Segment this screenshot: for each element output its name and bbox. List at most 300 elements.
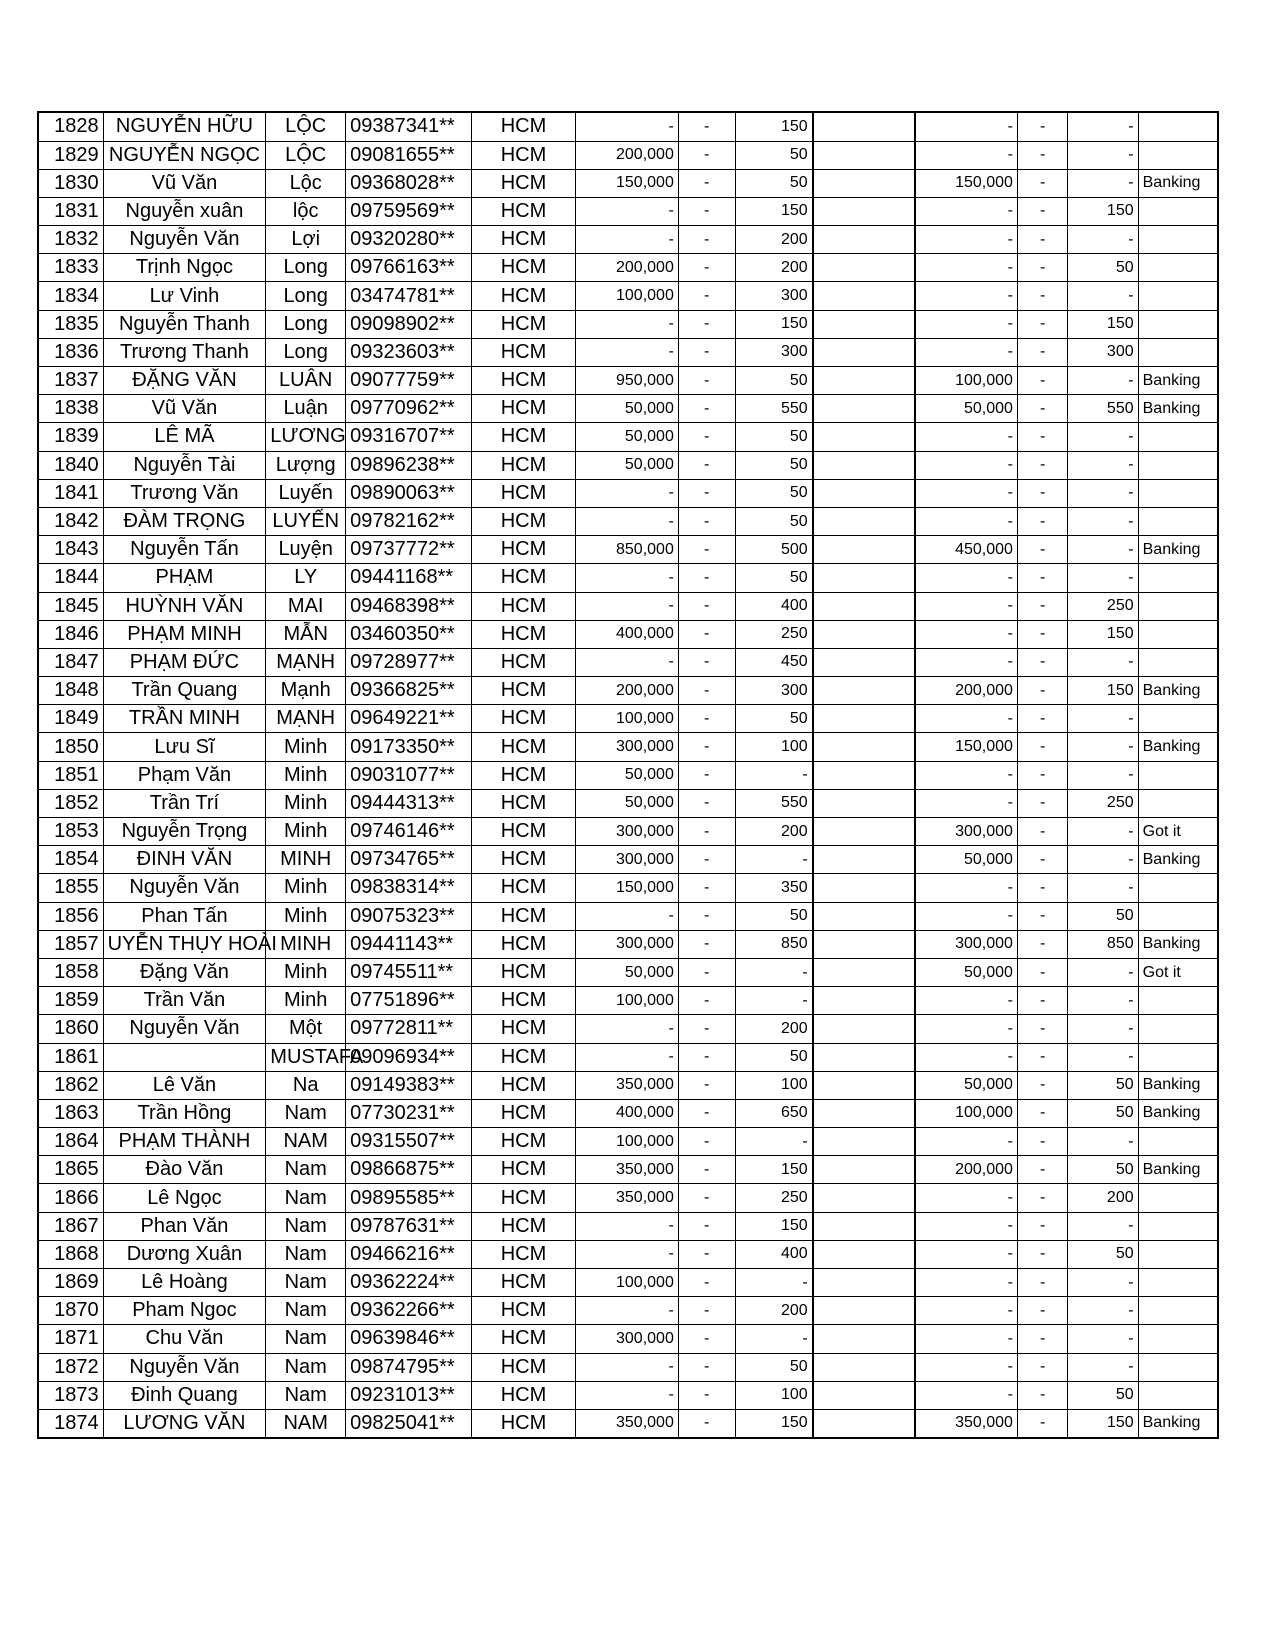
empty-col-cell [813, 1099, 915, 1127]
table-row [38, 536, 1218, 564]
table-row [38, 818, 1218, 846]
value-1-cell: 200 [735, 1297, 813, 1325]
value-2-cell: - [1068, 874, 1138, 902]
amount-1-cell: 850,000 [575, 536, 678, 564]
value-2-cell: - [1068, 451, 1138, 479]
empty-col-cell [813, 620, 915, 648]
city-cell: HCM [472, 141, 576, 169]
value-2-cell: 50 [1068, 254, 1138, 282]
amount-2-cell: - [915, 1015, 1018, 1043]
row-number-cell: 1850 [38, 733, 103, 761]
dash-2-cell: - [1017, 874, 1067, 902]
last-name-cell: NAM [266, 1409, 346, 1437]
last-name-cell: Minh [266, 902, 346, 930]
value-2-cell: - [1068, 536, 1138, 564]
note-cell [1138, 648, 1218, 676]
table-row [38, 197, 1218, 225]
value-1-cell: 300 [735, 338, 813, 366]
dash-1-cell: - [678, 1240, 735, 1268]
empty-col-cell [813, 930, 915, 958]
first-name-cell: ĐẶNG VĂN [103, 367, 266, 395]
last-name-cell: MINH [266, 930, 346, 958]
last-name-cell: NAM [266, 1128, 346, 1156]
empty-col-cell [813, 1409, 915, 1437]
table-row [38, 254, 1218, 282]
empty-col-cell [813, 1043, 915, 1071]
empty-col-cell [813, 536, 915, 564]
city-cell: HCM [472, 395, 576, 423]
amount-2-cell: - [915, 789, 1018, 817]
dash-1-cell: - [678, 282, 735, 310]
value-1-cell: 50 [735, 507, 813, 535]
row-number-cell: 1843 [38, 536, 103, 564]
value-1-cell: 50 [735, 169, 813, 197]
last-name-cell: Long [266, 254, 346, 282]
amount-1-cell: 150,000 [575, 169, 678, 197]
table-row [38, 395, 1218, 423]
phone-cell: 09323603** [346, 338, 472, 366]
last-name-cell: LỘC [266, 112, 346, 141]
value-2-cell: - [1068, 987, 1138, 1015]
note-cell: Banking [1138, 1409, 1218, 1437]
value-2-cell: - [1068, 423, 1138, 451]
value-1-cell: 100 [735, 1381, 813, 1409]
first-name-cell: Trương Văn [103, 479, 266, 507]
dash-2-cell: - [1017, 1212, 1067, 1240]
row-number-cell: 1837 [38, 367, 103, 395]
value-2-cell: 250 [1068, 592, 1138, 620]
table-row [38, 1099, 1218, 1127]
phone-cell: 09746146** [346, 818, 472, 846]
dash-2-cell: - [1017, 761, 1067, 789]
empty-col-cell [813, 1381, 915, 1409]
amount-1-cell: 50,000 [575, 423, 678, 451]
dash-2-cell: - [1017, 818, 1067, 846]
value-2-cell: - [1068, 169, 1138, 197]
last-name-cell: Minh [266, 987, 346, 1015]
first-name-cell: Dương Xuân [103, 1240, 266, 1268]
note-cell [1138, 507, 1218, 535]
phone-cell: 09387341** [346, 112, 472, 141]
value-2-cell: 550 [1068, 395, 1138, 423]
last-name-cell: LY [266, 564, 346, 592]
empty-col-cell [813, 423, 915, 451]
value-1-cell: 50 [735, 1353, 813, 1381]
amount-2-cell: - [915, 1353, 1018, 1381]
table-row [38, 226, 1218, 254]
city-cell: HCM [472, 423, 576, 451]
dash-1-cell: - [678, 1015, 735, 1043]
phone-cell: 09441143** [346, 930, 472, 958]
dash-1-cell: - [678, 1128, 735, 1156]
note-cell [1138, 282, 1218, 310]
dash-1-cell: - [678, 1381, 735, 1409]
amount-1-cell: 300,000 [575, 733, 678, 761]
last-name-cell: Nam [266, 1240, 346, 1268]
amount-2-cell: - [915, 507, 1018, 535]
dash-2-cell: - [1017, 846, 1067, 874]
empty-col-cell [813, 902, 915, 930]
last-name-cell: MINH [266, 846, 346, 874]
phone-cell: 09231013** [346, 1381, 472, 1409]
dash-2-cell: - [1017, 395, 1067, 423]
row-number-cell: 1834 [38, 282, 103, 310]
value-1-cell: 500 [735, 536, 813, 564]
row-number-cell: 1863 [38, 1099, 103, 1127]
value-1-cell: 200 [735, 254, 813, 282]
empty-col-cell [813, 367, 915, 395]
city-cell: HCM [472, 1071, 576, 1099]
phone-cell: 09366825** [346, 677, 472, 705]
amount-2-cell: - [915, 1381, 1018, 1409]
amount-1-cell: - [575, 507, 678, 535]
amount-2-cell: - [915, 141, 1018, 169]
dash-2-cell: - [1017, 451, 1067, 479]
phone-cell: 09316707** [346, 423, 472, 451]
last-name-cell: Một [266, 1015, 346, 1043]
note-cell: Banking [1138, 367, 1218, 395]
phone-cell: 09772811** [346, 1015, 472, 1043]
city-cell: HCM [472, 789, 576, 817]
row-number-cell: 1838 [38, 395, 103, 423]
note-cell [1138, 620, 1218, 648]
first-name-cell: Lư Vinh [103, 282, 266, 310]
table-row [38, 761, 1218, 789]
first-name-cell: PHẠM MINH [103, 620, 266, 648]
amount-2-cell: 200,000 [915, 677, 1018, 705]
note-cell [1138, 1297, 1218, 1325]
value-1-cell: - [735, 1269, 813, 1297]
note-cell [1138, 564, 1218, 592]
amount-2-cell: 50,000 [915, 958, 1018, 986]
empty-col-cell [813, 592, 915, 620]
table-row [38, 1212, 1218, 1240]
first-name-cell: PHẠM THÀNH [103, 1128, 266, 1156]
amount-1-cell: - [575, 1015, 678, 1043]
last-name-cell: Minh [266, 958, 346, 986]
dash-1-cell: - [678, 1212, 735, 1240]
note-cell: Banking [1138, 395, 1218, 423]
first-name-cell: ĐÀM TRỌNG [103, 507, 266, 535]
city-cell: HCM [472, 197, 576, 225]
first-name-cell: Nguyễn Văn [103, 1015, 266, 1043]
city-cell: HCM [472, 1269, 576, 1297]
empty-col-cell [813, 1212, 915, 1240]
dash-2-cell: - [1017, 1381, 1067, 1409]
empty-col-cell [813, 733, 915, 761]
empty-col-cell [813, 479, 915, 507]
value-2-cell: - [1068, 733, 1138, 761]
note-cell [1138, 423, 1218, 451]
city-cell: HCM [472, 874, 576, 902]
value-2-cell: - [1068, 818, 1138, 846]
amount-1-cell: 350,000 [575, 1071, 678, 1099]
empty-col-cell [813, 1353, 915, 1381]
table-row [38, 733, 1218, 761]
dash-1-cell: - [678, 226, 735, 254]
value-1-cell: 50 [735, 705, 813, 733]
first-name-cell: Nguyễn Văn [103, 226, 266, 254]
dash-2-cell: - [1017, 423, 1067, 451]
amount-2-cell: - [915, 1325, 1018, 1353]
amount-2-cell: 100,000 [915, 1099, 1018, 1127]
city-cell: HCM [472, 818, 576, 846]
city-cell: HCM [472, 367, 576, 395]
note-cell: Banking [1138, 1071, 1218, 1099]
table-row [38, 112, 1218, 141]
amount-2-cell: - [915, 1297, 1018, 1325]
city-cell: HCM [472, 1015, 576, 1043]
city-cell: HCM [472, 479, 576, 507]
dash-2-cell: - [1017, 507, 1067, 535]
phone-cell: 09362266** [346, 1297, 472, 1325]
table-row [38, 620, 1218, 648]
city-cell: HCM [472, 1409, 576, 1437]
note-cell [1138, 1269, 1218, 1297]
note-cell: Got it [1138, 818, 1218, 846]
amount-2-cell: - [915, 564, 1018, 592]
row-number-cell: 1851 [38, 761, 103, 789]
dash-2-cell: - [1017, 902, 1067, 930]
dash-2-cell: - [1017, 1043, 1067, 1071]
dash-2-cell: - [1017, 677, 1067, 705]
value-2-cell: - [1068, 1269, 1138, 1297]
value-2-cell: 50 [1068, 1381, 1138, 1409]
row-number-cell: 1855 [38, 874, 103, 902]
note-cell [1138, 902, 1218, 930]
dash-1-cell: - [678, 338, 735, 366]
note-cell [1138, 310, 1218, 338]
first-name-cell: Nguyễn Văn [103, 1353, 266, 1381]
amount-1-cell: 350,000 [575, 1184, 678, 1212]
value-1-cell: 150 [735, 1156, 813, 1184]
city-cell: HCM [472, 1325, 576, 1353]
amount-2-cell: - [915, 254, 1018, 282]
value-1-cell: - [735, 987, 813, 1015]
row-number-cell: 1848 [38, 677, 103, 705]
amount-1-cell: - [575, 1212, 678, 1240]
table-row [38, 479, 1218, 507]
empty-col-cell [813, 705, 915, 733]
dash-1-cell: - [678, 846, 735, 874]
row-number-cell: 1833 [38, 254, 103, 282]
dash-1-cell: - [678, 423, 735, 451]
first-name-cell: HUỲNH VĂN [103, 592, 266, 620]
dash-2-cell: - [1017, 1325, 1067, 1353]
row-number-cell: 1868 [38, 1240, 103, 1268]
city-cell: HCM [472, 169, 576, 197]
amount-1-cell: 100,000 [575, 282, 678, 310]
row-number-cell: 1830 [38, 169, 103, 197]
phone-cell: 09895585** [346, 1184, 472, 1212]
note-cell [1138, 1353, 1218, 1381]
phone-cell: 09896238** [346, 451, 472, 479]
value-1-cell: - [735, 761, 813, 789]
empty-col-cell [813, 395, 915, 423]
dash-1-cell: - [678, 1269, 735, 1297]
note-cell: Banking [1138, 1156, 1218, 1184]
empty-col-cell [813, 677, 915, 705]
phone-cell: 09874795** [346, 1353, 472, 1381]
dash-1-cell: - [678, 1409, 735, 1437]
row-number-cell: 1864 [38, 1128, 103, 1156]
value-1-cell: 650 [735, 1099, 813, 1127]
city-cell: HCM [472, 846, 576, 874]
table-row [38, 1381, 1218, 1409]
last-name-cell: MẪN [266, 620, 346, 648]
amount-1-cell: - [575, 338, 678, 366]
table-row [38, 874, 1218, 902]
phone-cell: 09096934** [346, 1043, 472, 1071]
value-1-cell: 150 [735, 310, 813, 338]
dash-2-cell: - [1017, 1071, 1067, 1099]
phone-cell: 09081655** [346, 141, 472, 169]
row-number-cell: 1846 [38, 620, 103, 648]
last-name-cell: Nam [266, 1184, 346, 1212]
note-cell: Banking [1138, 169, 1218, 197]
row-number-cell: 1869 [38, 1269, 103, 1297]
row-number-cell: 1871 [38, 1325, 103, 1353]
dash-2-cell: - [1017, 1156, 1067, 1184]
amount-2-cell: - [915, 705, 1018, 733]
note-cell: Banking [1138, 733, 1218, 761]
amount-2-cell: - [915, 310, 1018, 338]
city-cell: HCM [472, 536, 576, 564]
dash-1-cell: - [678, 112, 735, 141]
first-name-cell: PHẠM ĐỨC [103, 648, 266, 676]
amount-1-cell: 400,000 [575, 1099, 678, 1127]
phone-cell: 09866875** [346, 1156, 472, 1184]
value-2-cell: - [1068, 1297, 1138, 1325]
phone-cell: 09782162** [346, 507, 472, 535]
amount-1-cell: - [575, 1297, 678, 1325]
row-number-cell: 1831 [38, 197, 103, 225]
note-cell [1138, 705, 1218, 733]
note-cell [1138, 1184, 1218, 1212]
amount-1-cell: 350,000 [575, 1156, 678, 1184]
city-cell: HCM [472, 1184, 576, 1212]
dash-2-cell: - [1017, 1240, 1067, 1268]
phone-cell: 09468398** [346, 592, 472, 620]
value-1-cell: 150 [735, 197, 813, 225]
note-cell [1138, 254, 1218, 282]
city-cell: HCM [472, 112, 576, 141]
value-2-cell: 150 [1068, 677, 1138, 705]
dash-2-cell: - [1017, 1015, 1067, 1043]
empty-col-cell [813, 197, 915, 225]
empty-col-cell [813, 254, 915, 282]
amount-1-cell: - [575, 902, 678, 930]
last-name-cell: LỘC [266, 141, 346, 169]
first-name-cell: Vũ Văn [103, 169, 266, 197]
phone-cell: 09759569** [346, 197, 472, 225]
table-row [38, 1325, 1218, 1353]
table-row [38, 930, 1218, 958]
last-name-cell: Lộc [266, 169, 346, 197]
city-cell: HCM [472, 1240, 576, 1268]
amount-1-cell: - [575, 1353, 678, 1381]
row-number-cell: 1870 [38, 1297, 103, 1325]
empty-col-cell [813, 310, 915, 338]
records-table [37, 111, 1219, 1439]
phone-cell: 09787631** [346, 1212, 472, 1240]
note-cell [1138, 1015, 1218, 1043]
table-row [38, 507, 1218, 535]
dash-2-cell: - [1017, 367, 1067, 395]
value-2-cell: - [1068, 141, 1138, 169]
empty-col-cell [813, 1325, 915, 1353]
last-name-cell: Mạnh [266, 677, 346, 705]
amount-1-cell: 50,000 [575, 761, 678, 789]
empty-col-cell [813, 141, 915, 169]
amount-2-cell: - [915, 620, 1018, 648]
value-2-cell: - [1068, 846, 1138, 874]
row-number-cell: 1860 [38, 1015, 103, 1043]
amount-2-cell: - [915, 987, 1018, 1015]
dash-2-cell: - [1017, 564, 1067, 592]
dash-1-cell: - [678, 536, 735, 564]
dash-2-cell: - [1017, 987, 1067, 1015]
phone-cell: 09173350** [346, 733, 472, 761]
city-cell: HCM [472, 1353, 576, 1381]
value-2-cell: - [1068, 282, 1138, 310]
city-cell: HCM [472, 761, 576, 789]
last-name-cell: Minh [266, 789, 346, 817]
amount-2-cell: 200,000 [915, 1156, 1018, 1184]
last-name-cell: Nam [266, 1212, 346, 1240]
value-1-cell: 250 [735, 1184, 813, 1212]
value-2-cell: - [1068, 564, 1138, 592]
value-1-cell: 50 [735, 1043, 813, 1071]
amount-1-cell: - [575, 310, 678, 338]
dash-2-cell: - [1017, 169, 1067, 197]
first-name-cell: Lê Ngọc [103, 1184, 266, 1212]
table-row [38, 1156, 1218, 1184]
city-cell: HCM [472, 282, 576, 310]
first-name-cell: Vũ Văn [103, 395, 266, 423]
dash-2-cell: - [1017, 1128, 1067, 1156]
empty-col-cell [813, 112, 915, 141]
dash-2-cell: - [1017, 648, 1067, 676]
amount-2-cell: 50,000 [915, 846, 1018, 874]
amount-1-cell: - [575, 479, 678, 507]
table-row [38, 1297, 1218, 1325]
value-1-cell: - [735, 958, 813, 986]
amount-2-cell: - [915, 1128, 1018, 1156]
amount-1-cell: 300,000 [575, 930, 678, 958]
value-2-cell: 300 [1068, 338, 1138, 366]
dash-2-cell: - [1017, 282, 1067, 310]
amount-1-cell: - [575, 648, 678, 676]
amount-2-cell: - [915, 592, 1018, 620]
value-2-cell: - [1068, 1212, 1138, 1240]
first-name-cell: NGUYỄN NGỌC [103, 141, 266, 169]
empty-col-cell [813, 507, 915, 535]
phone-cell: 03474781** [346, 282, 472, 310]
dash-2-cell: - [1017, 254, 1067, 282]
value-1-cell: 50 [735, 451, 813, 479]
amount-2-cell: 50,000 [915, 395, 1018, 423]
amount-2-cell: 150,000 [915, 169, 1018, 197]
row-number-cell: 1839 [38, 423, 103, 451]
dash-2-cell: - [1017, 1269, 1067, 1297]
amount-2-cell: - [915, 1269, 1018, 1297]
first-name-cell: Trần Trí [103, 789, 266, 817]
value-2-cell: - [1068, 958, 1138, 986]
phone-cell: 09728977** [346, 648, 472, 676]
table-row [38, 367, 1218, 395]
last-name-cell: MAI [266, 592, 346, 620]
